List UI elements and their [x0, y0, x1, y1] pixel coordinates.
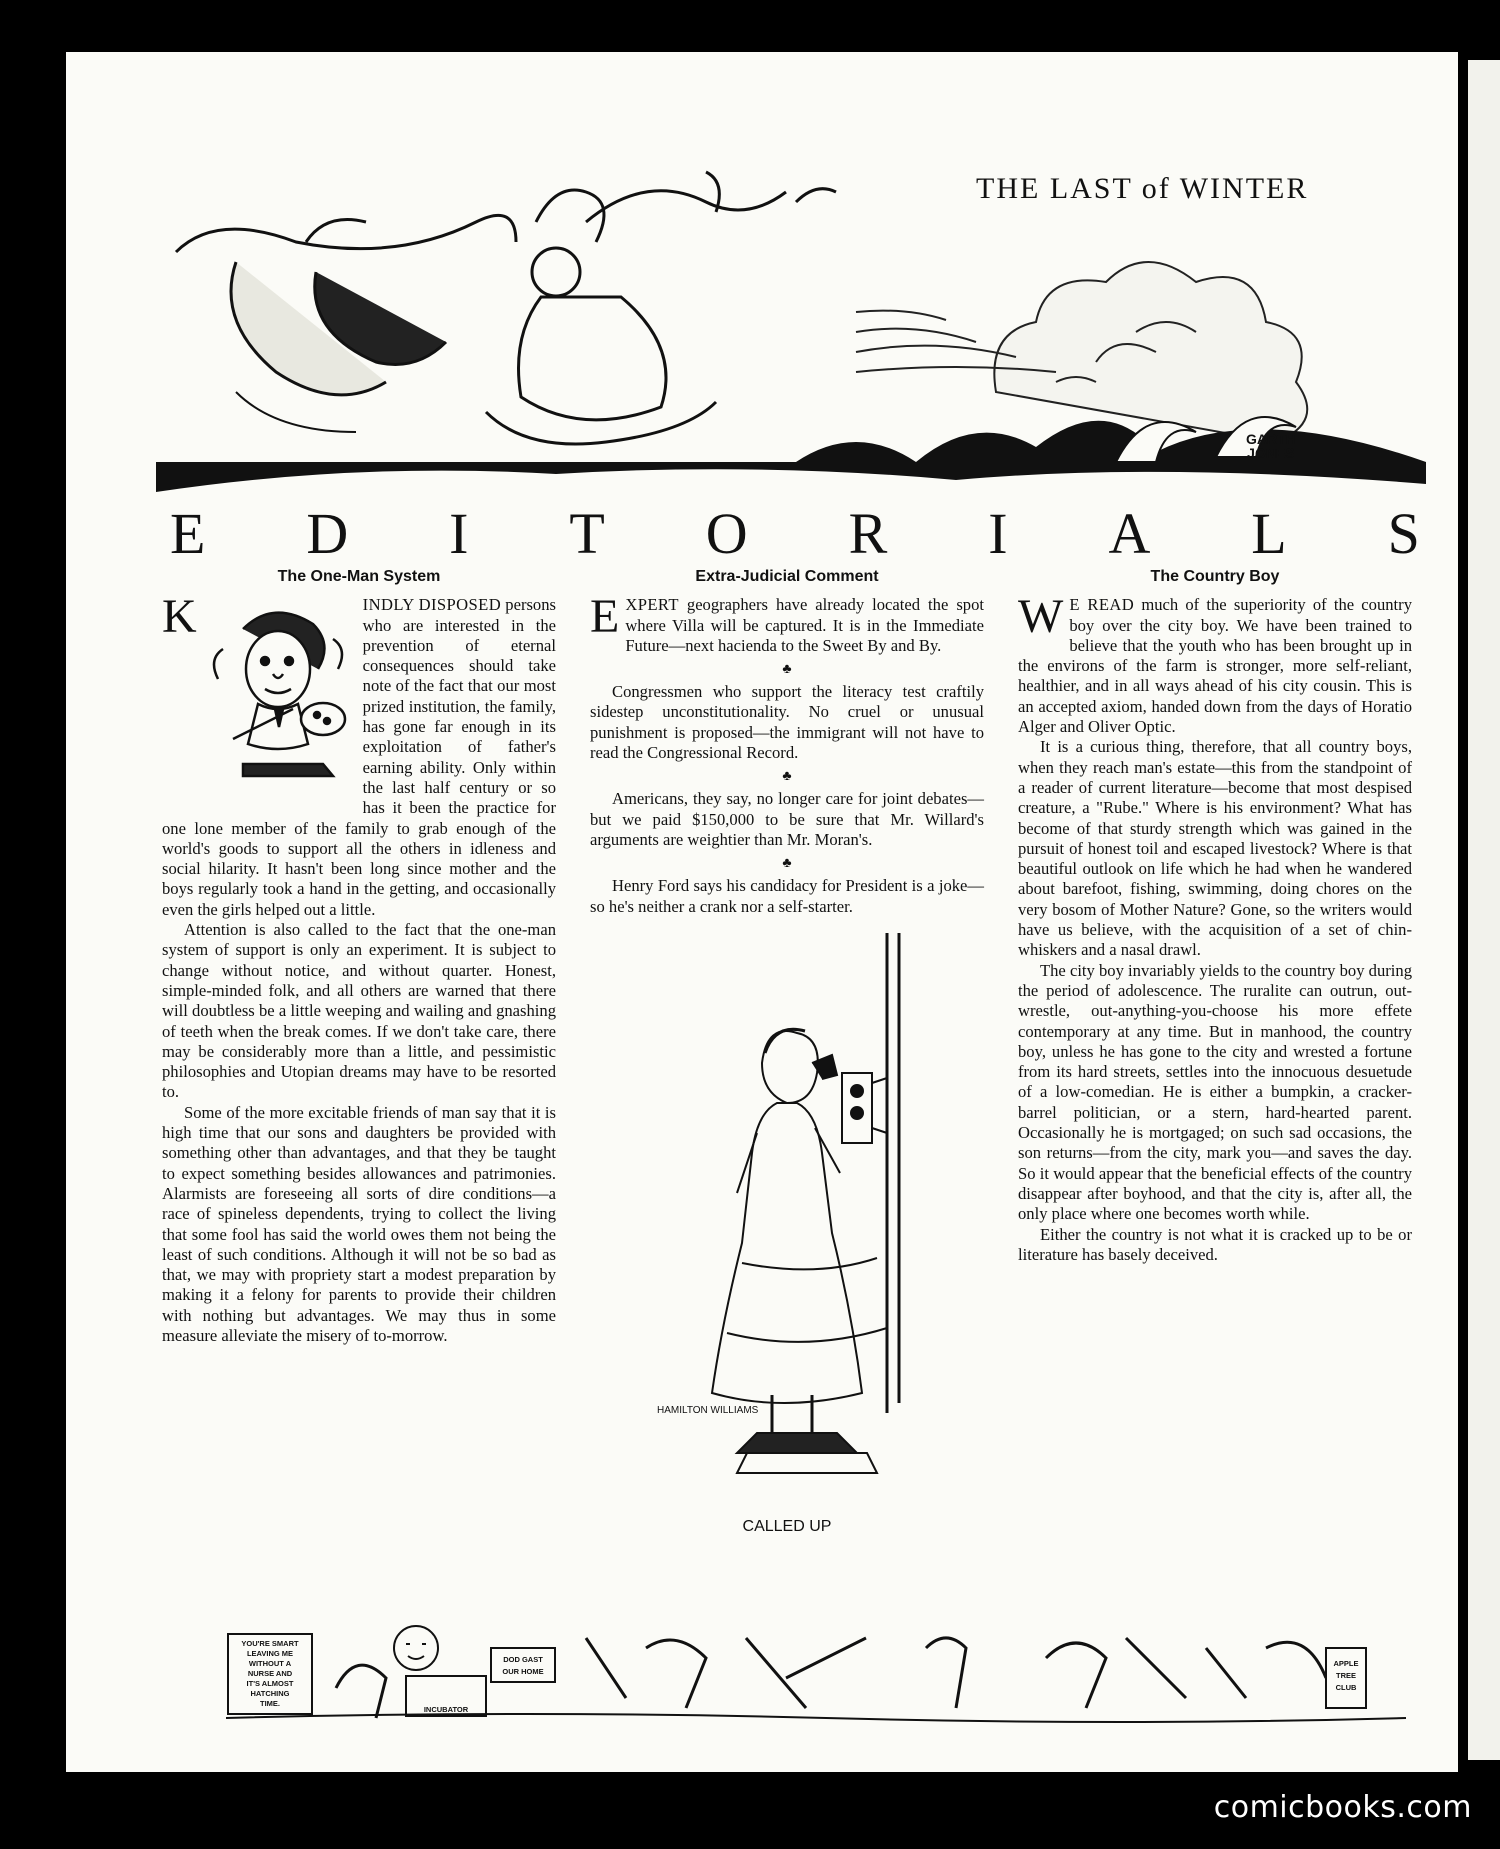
sign-text: IT'S ALMOST: [246, 1679, 294, 1688]
article-title: The Country Boy: [1150, 568, 1280, 585]
signature-line-1: GARTH: [1246, 431, 1296, 447]
sign-text: NURSE AND: [247, 1669, 293, 1678]
adjacent-page-edge: [1466, 60, 1500, 1760]
lead-caps: XPERT: [625, 595, 679, 615]
sign-text: DOD GAST: [503, 1655, 543, 1664]
illustration-caption: CALLED UP: [742, 1517, 832, 1535]
magazine-page: [66, 52, 1458, 1772]
article-paragraph: Americans, they say, no longer care for joint debates—but we paid $150,000 to be sure that Mr. Willard's arguments are weightier than Mr. Moran's.: [590, 789, 984, 849]
masthead-letter: T: [569, 501, 605, 566]
masthead-letter: L: [1251, 501, 1287, 566]
artist-caricature-illustration: [203, 599, 353, 799]
incubator-label: INCUBATOR: [423, 1705, 469, 1714]
sign-text: LEAVING ME: [246, 1649, 294, 1658]
paragraph-text: much of the superiority of the country boy over the city boy. We have been trained to believe that the youth who has been brought up in the environs of the farm is stronger, more self-reliant, healthier, and in all ways ahead of his city cousin. This is an accepted axiom, handed down from the days of Horatio Alger and Oliver Optic.: [1018, 595, 1412, 737]
column-country-boy: [1018, 567, 1412, 1537]
masthead-letter: I: [988, 501, 1008, 566]
column-extra-judicial: [590, 567, 984, 1537]
masthead-letter: R: [848, 501, 888, 566]
paragraph-text: persons who are interested in the prevention of eternal consequences should take note of the fact that our most prized institution, the family, has gone far enough in its exploitation of father's earning ability. Only within the last half century or so has it been the practice for one lone member of the family to grab enough of the world's goods to support all the others in idleness and social hilarity. It hasn't been long since mother and the boys regularly took a hand in the getting, and occasionally even the girls helped out a little.: [162, 595, 556, 919]
signature-line-2: JONES: [1247, 445, 1295, 461]
paragraph-text: geographers have already located the spot where Villa will be captured. It is in the Immediate Future—next hacienda to the Sweet By and By.: [625, 595, 984, 655]
artist-signature: [1246, 432, 1296, 460]
cloud-art: [856, 262, 1307, 442]
drop-cap: W: [1018, 590, 1064, 644]
woman-telephone-illustration: [637, 933, 937, 1513]
sign-text: CLUB: [1335, 1683, 1357, 1692]
masthead-title: [170, 500, 1420, 567]
masthead-letter: O: [705, 501, 748, 566]
article-paragraph: The city boy invariably yields to the country boy during the period of adolescence. The ruralite can outrun, out-wrestle, out-anything-you-choose his more effete contemporary at any time. But in manhood, the country boy, unless he has gone to the city and wrested a fortune from its hard streets, settles into the innocuous desuetude of a low-comedian. He is either a bumpkin, a cracker-barrel politician, or a stern, hard-hearted parent. Occasionally he is mortgaged; on such sad occasions, the son returns—from the city, mark you—and saves the day. So it would appear that the beneficial effects of the country disappear after boyhood, and that the city is, after all, the only place where one becomes worth while.: [1018, 960, 1412, 1224]
sign-text: TREE: [1335, 1671, 1357, 1680]
header-illustration: [156, 162, 1426, 502]
masthead-letter: D: [306, 501, 349, 566]
article-paragraph: Henry Ford says his candidacy for President is a joke—so he's neither a crank nor a self-starter.: [590, 876, 984, 916]
sign-text: OUR HOME: [502, 1667, 544, 1676]
sign-text: APPLE: [1333, 1659, 1359, 1668]
separator-icon: ♣: [782, 662, 792, 678]
figure-art: [176, 172, 836, 444]
wave-art: [156, 417, 1426, 492]
article-paragraph: Either the country is not what it is cracked up to be or literature has basely deceived.: [1018, 1224, 1412, 1264]
article-paragraph: It is a curious thing, therefore, that all country boys, when they reach man's estate—this from the standpoint of a reader of current literature—become that most despised creature, a "Rube." Where is his environment? What has become of that sturdy strength which was gained in the pursuit of honest toil and escaped livestock? Where is that beautiful outlook on life which he had when he wandered about barefoot, fishing, swimming, doing chores on the very bosom of Mother Nature? Gone, so the writers would have us believe, with the acquisition of a set of chin-whiskers and a nasal drawl.: [1018, 737, 1412, 960]
article-paragraph: Some of the more excitable friends of man say that it is high time that our sons and daughters be provided with something other than advantages, and that they be taught to expect something besides allowances and patrimonies. Alarmists are foreseeing all sorts of dire conditions—a race of spineless dependents, trying to collect the living that some fool has said the world owes them not being the least of such conditions. Although it will not be so bad as that, we may with propriety start a modest preparation by making it a felony for parents to provide their children with nothing but advantages. We may thus in some measure alleviate the misery of to-morrow.: [162, 1102, 556, 1345]
masthead-letter: A: [1108, 501, 1151, 566]
masthead-letter: E: [170, 501, 206, 566]
article-paragraph: [1018, 590, 1412, 737]
masthead-letter: I: [449, 501, 469, 566]
editorial-columns: [162, 567, 1412, 1537]
masthead-letter: S: [1387, 501, 1420, 566]
separator-icon: ♣: [782, 769, 792, 785]
article-paragraph: [162, 590, 556, 920]
sign-text: WITHOUT A: [248, 1659, 292, 1668]
lead-caps: INDLY DISPOSED: [362, 595, 502, 615]
drop-cap: E: [590, 590, 620, 644]
article-paragraph: Attention is also called to the fact that the one-man system of support is only an experiment. It is subject to change without notice, and without quarter. Honest, simple-minded folk, and all others are warned that there will doubtless be a little weeping and wailing and gnashing of teeth when the break comes. If we don't take care, there may be considerably more than a little, and pessimistic philosophies and Utopian dreams may have to be resorted to.: [162, 920, 556, 1102]
site-credit: comicbooks.com: [1213, 1790, 1472, 1825]
header-caption: THE LAST of WINTER: [976, 172, 1309, 205]
column-one-man-system: [162, 567, 556, 1537]
separator-icon: ♣: [782, 856, 792, 872]
sign-text: HATCHING: [250, 1689, 290, 1698]
drop-cap: K: [162, 590, 197, 644]
article-title: Extra-Judicial Comment: [695, 568, 879, 585]
illustration-signature: HAMILTON WILLIAMS: [657, 1404, 759, 1416]
lead-caps: E READ: [1069, 595, 1135, 615]
article-title: The One-Man System: [277, 568, 441, 585]
article-paragraph: Congressmen who support the literacy test craftily sidestep unconstitutionality. No cruel or unusual punishment is proposed—the immigrant will not have to read the Congressional Record.: [590, 682, 984, 763]
sign-text: TIME.: [260, 1699, 280, 1708]
bottom-cartoon-strip: [226, 1618, 1406, 1728]
sign-text: YOU'RE SMART: [241, 1639, 299, 1648]
article-paragraph: [590, 590, 984, 656]
